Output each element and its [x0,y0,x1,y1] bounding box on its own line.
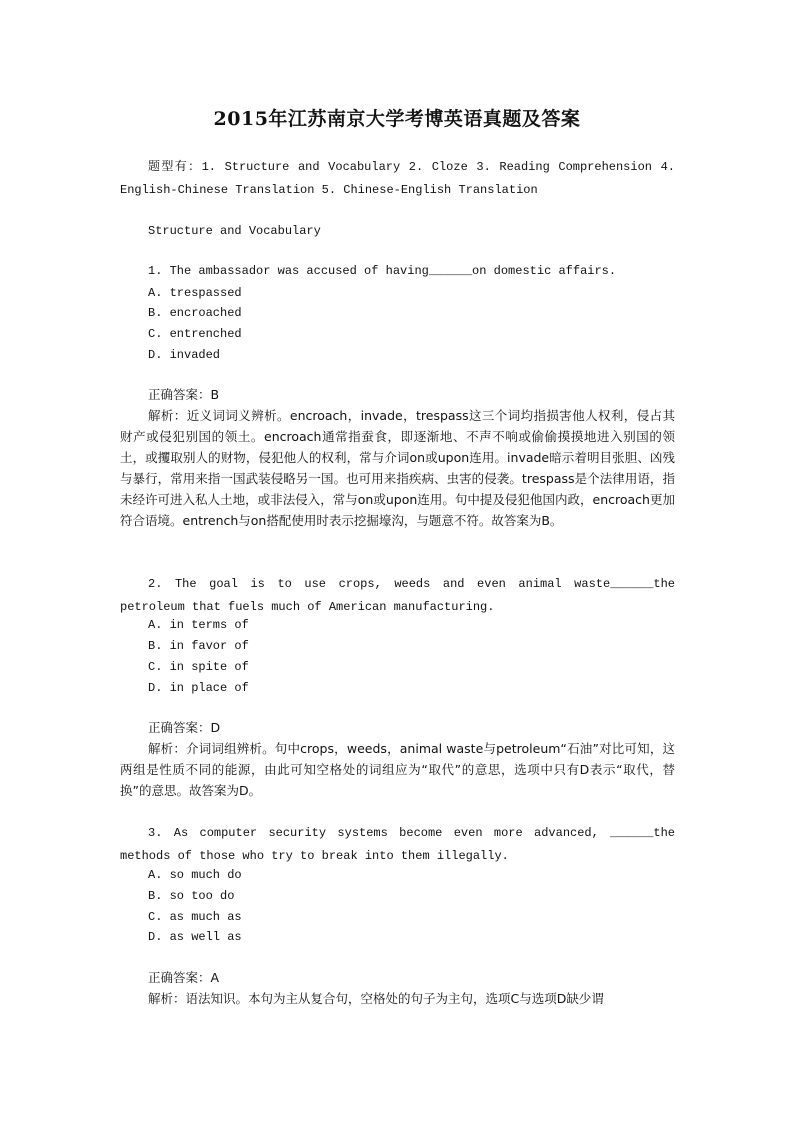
question-2-option-b: B. in favor of [148,639,249,653]
question-1-analysis: 解析：近义词词义辨析。encroach，invade，trespass这三个词均指损害他人权利，侵占其财产或侵犯别国的领土。encroach通常指蚕食，即逐渐地、不声不响或偷偷摸摸地进入别国的领土，或攫取别人的财物，侵犯他人的权利，常与介词on或upon连用。invade暗示着明目张胆、凶残与暴行，常用来指一国武装侵略另一国。也可用来指疾病、虫害的侵袭。trespass是个法律用语，指未经许可进入私人土地，或非法侵入，常与on或upon连用。句中提及侵犯他国内政，encroach更加符合语境。entrench与on搭配使用时表示挖掘壕沟，与题意不符。故答案为B。 [120,408,675,528]
question-1-stem: 1. The ambassador was accused of having______on domestic affairs. [148,264,617,278]
question-1-option-b: B. encroached [148,306,242,320]
question-2-answer: 正确答案：D [148,720,221,735]
intro-line-2: English-Chinese Translation 5. Chinese-English Translation [120,183,538,197]
section-heading: Structure and Vocabulary [148,224,321,238]
question-3-analysis: 解析：语法知识。本句为主从复合句，空格处的句子为主句，选项C与选项D缺少谓 [148,991,604,1006]
question-2-option-a: A. in terms of [148,618,249,632]
question-2-option-c: C. in spite of [148,660,249,674]
question-3-option-b: B. so too do [148,889,235,903]
intro-line-1: 题型有：1. Structure and Vocabulary 2. Cloze 3. Reading Comprehension 4. [148,160,675,174]
question-2-analysis: 解析：介词词组辨析。句中crops，weeds，animal waste与petroleum“石油”对比可知，这两组是性质不同的能源，由此可知空格处的词组应为“取代”的意思，选项中只有D表示“取代，替换”的意思。故答案为D。 [120,741,675,798]
question-1-answer: 正确答案：B [148,387,220,402]
question-3-option-c: C. as much as [148,910,242,924]
question-2-stem-line-2: petroleum that fuels much of American manufacturing. [120,600,495,614]
question-3-option-a: A. so much do [148,868,242,882]
question-3-option-d: D. as well as [148,930,242,944]
question-3-answer: 正确答案：A [148,970,220,985]
document-title: 2015年江苏南京大学考博英语真题及答案 [213,108,581,130]
question-2-stem-line-1: 2. The goal is to use crops, weeds and even animal waste______the [148,577,675,591]
question-2-option-d: D. in place of [148,681,249,695]
question-1-option-d: D. invaded [148,348,221,362]
question-1-option-a: A. trespassed [148,286,242,300]
question-3-stem-line-2: methods of those who try to break into them illegally. [120,849,509,863]
question-3-stem-line-1: 3. As computer security systems become even more advanced, ______the [148,826,675,840]
question-1-option-c: C. entrenched [148,327,242,341]
